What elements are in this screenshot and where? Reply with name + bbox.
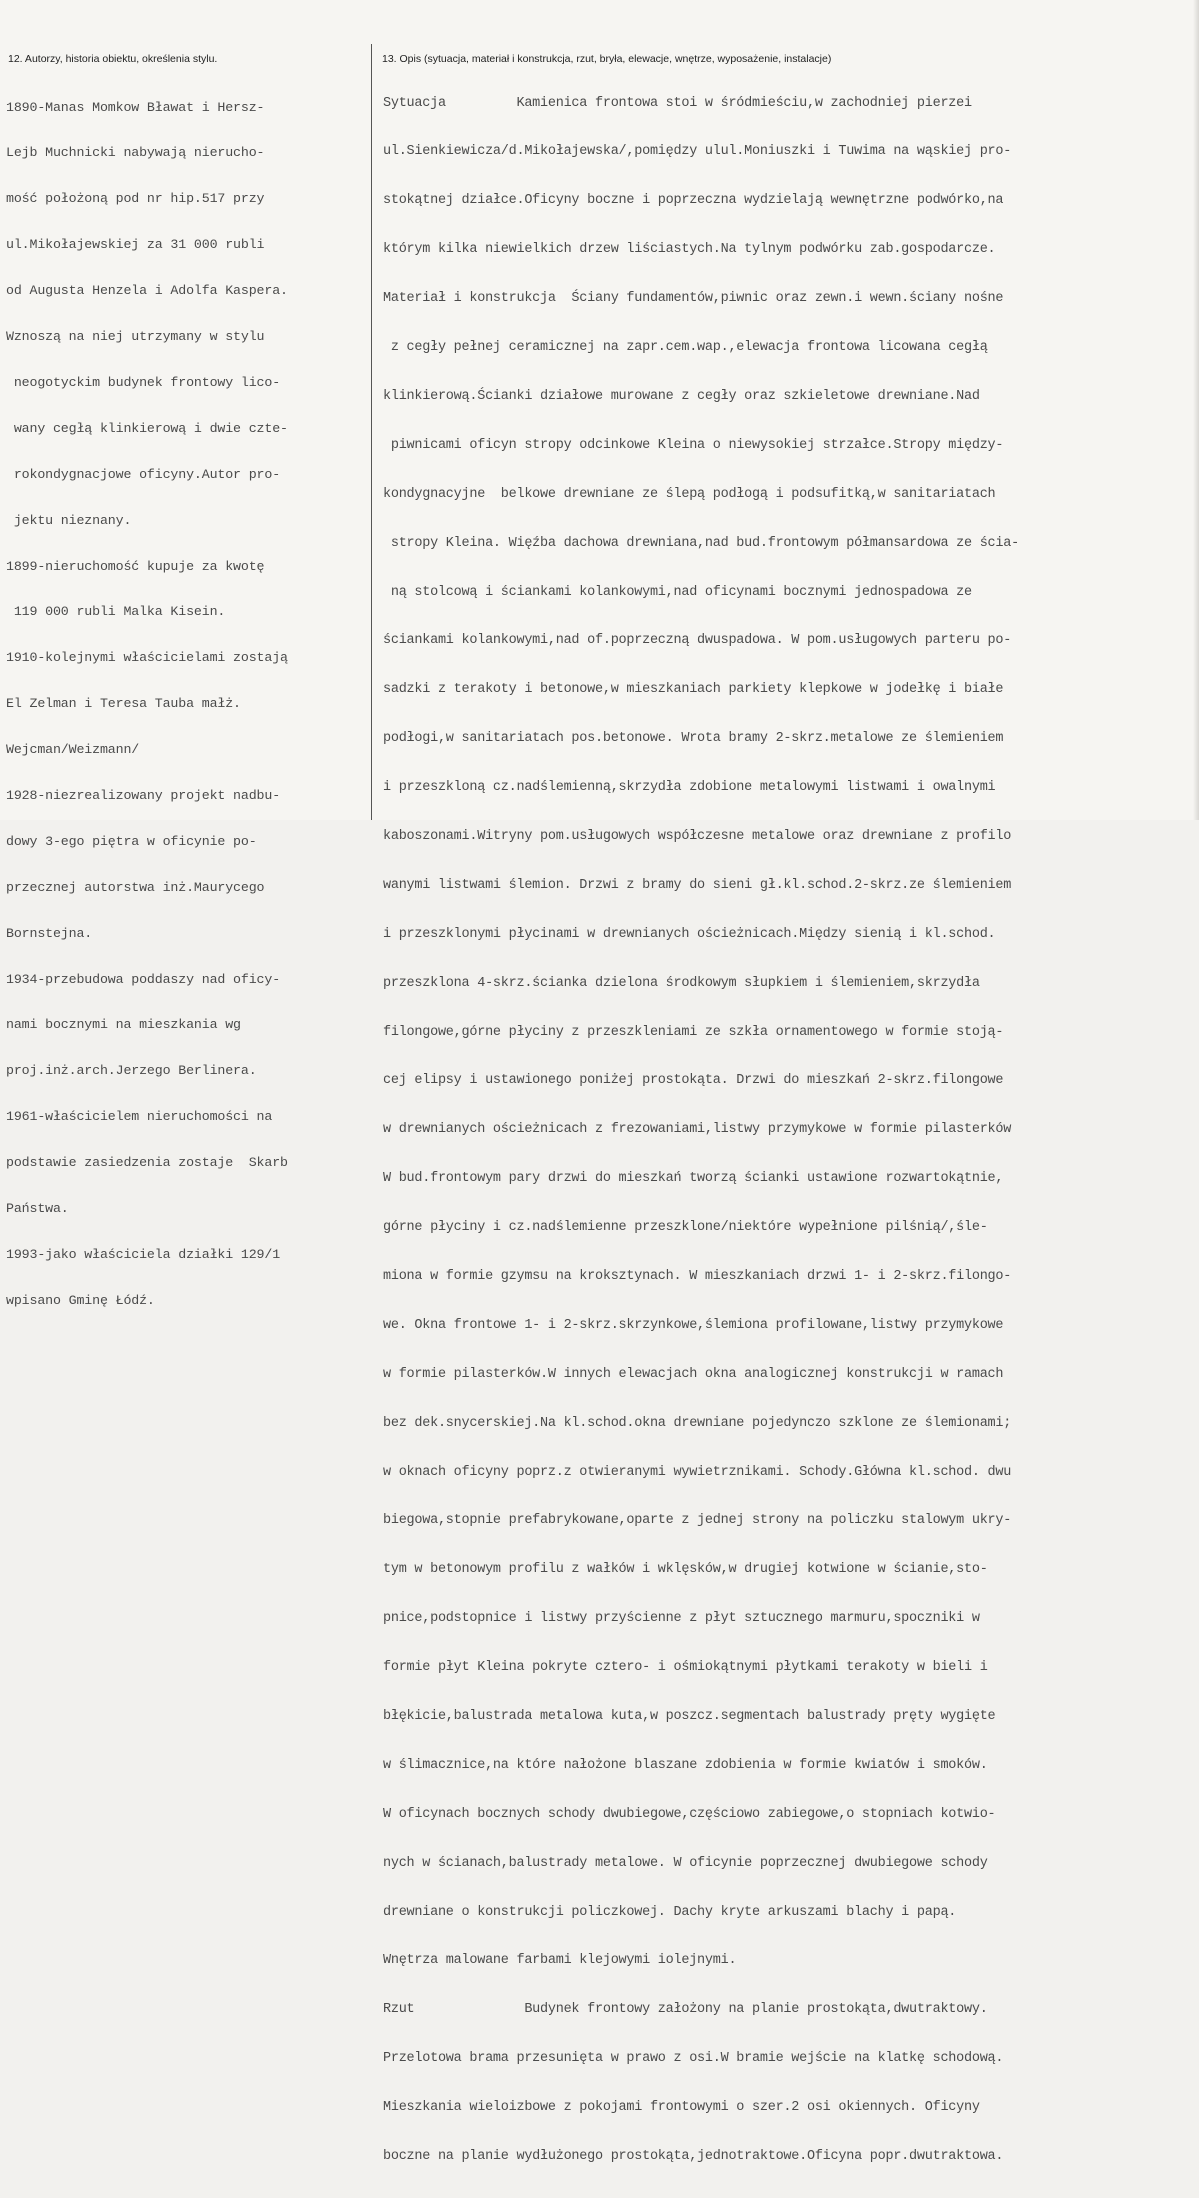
text-line: z cegły pełnej ceramicznej na zapr.cem.wap.,elewacja frontowa licowana cegłą: [383, 340, 988, 356]
text-line: pnice,podstopnice i listwy przyścienne z płyt sztucznego marmuru,spoczniki w: [383, 1611, 980, 1627]
text-line: kaboszonami.Witryny pom.usługowych współczesne metalowe oraz drewniane z profilo: [383, 828, 1012, 844]
text-line: nych w ścianach,balustrady metalowe. W oficynie poprzecznej dwubiegowe schody: [383, 1855, 988, 1871]
text-line: podstawie zasiedzenia zostaje Skarb: [6, 1155, 288, 1171]
text-line: Przelotowa brama przesunięta w prawo z osi.W bramie wejście na klatkę schodową.: [383, 2051, 1004, 2067]
section-12-header: 12. Autorzy, historia obiektu, określenia stylu.: [8, 53, 218, 65]
text-line: przeszklona 4-skrz.ścianka dzielona środkowym słupkiem i ślemieniem,skrzydła: [383, 975, 980, 991]
text-line: kondygnacyjne belkowe drewniane ze ślepą podłogą i podsufitką,w sanitariatach: [383, 486, 996, 502]
text-line: od Augusta Henzela i Adolfa Kaspera.: [6, 283, 288, 299]
text-line: wany cegłą klinkierową i dwie czte-: [6, 420, 288, 436]
text-line: biegowa,stopnie prefabrykowane,oparte z jednej strony na policzku stalowym ukry-: [383, 1513, 1012, 1529]
text-line: Lejb Muchnicki nabywają nierucho-: [6, 145, 265, 161]
text-line: w ślimacznice,na które nałożone blaszane zdobienia w formie kwiatów i smoków.: [383, 1757, 988, 1773]
column-description: [372, 44, 1192, 2164]
text-line: proj.inż.arch.Jerzego Berlinera.: [6, 1063, 257, 1079]
text-line: i przeszkloną cz.nadślemienną,skrzydła zdobione metalowymi listwami i owalnymi: [383, 780, 996, 796]
text-line: 1961-właścicielem nieruchomości na: [6, 1109, 273, 1125]
text-line: w drewnianych ościeżnicach z frezowaniami,listwy przymykowe w formie pilasterków: [383, 1122, 1012, 1138]
text-line: ul.Sienkiewicza/d.Mikołajewska/,pomiędzy ulul.Moniuszki i Tuwima na wąskiej pro-: [383, 144, 1012, 160]
text-line: wanymi listwami ślemion. Drzwi z bramy do sieni gł.kl.schod.2-skrz.ze ślemieniem: [383, 877, 1012, 893]
text-line: cej elipsy i ustawionego poniżej prostokąta. Drzwi do mieszkań 2-skrz.filongowe: [383, 1073, 1004, 1089]
text-line: w formie pilasterków.W innych elewacjach okna analogicznej konstrukcji w ramach: [383, 1366, 1004, 1382]
text-line: ściankami kolankowymi,nad of.poprzeczną dwuspadowa. W pom.usługowych parteru po-: [383, 633, 1012, 649]
text-line: w oknach oficyny poprz.z otwieranymi wywietrznikami. Schody.Główna kl.schod. dwu: [383, 1464, 1012, 1480]
text-line: dowy 3-ego piętra w oficynie po-: [6, 833, 257, 849]
text-line: Bornstejna.: [6, 925, 93, 941]
text-line: Materiał i konstrukcja Ściany fundamentów,piwnic oraz zewn.i wewn.ściany nośne: [383, 291, 1004, 307]
text-line: W bud.frontowym pary drzwi do mieszkań tworzą ścianki ustawione rozwartokątnie,: [383, 1171, 1004, 1187]
text-line: filongowe,górne płyciny z przeszkleniami ze szkła ornamentowego w formie stoją-: [383, 1024, 1004, 1040]
text-line: 1899-nieruchomość kupuje za kwotę: [6, 558, 265, 574]
text-line: sadzki z terakoty i betonowe,w mieszkaniach parkiety klepkowe w jodełkę i białe: [383, 682, 1004, 698]
text-line: mość położoną pod nr hip.517 przy: [6, 191, 265, 207]
text-line: 1934-przebudowa poddaszy nad oficy-: [6, 971, 281, 987]
text-line: Mieszkania wieloizbowe z pokojami frontowymi o szer.2 osi okiennych. Oficyny: [383, 2100, 980, 2116]
column-authors-history: [0, 44, 372, 1308]
text-line: błękicie,balustrada metalowa kuta,w poszcz.segmentach balustrady pręty wygięte: [383, 1708, 996, 1724]
text-line: Wejcman/Weizmann/: [6, 742, 140, 758]
text-line: którym kilka niewielkich drzew liściastych.Na tylnym podwórku zab.gospodarcze.: [383, 242, 996, 258]
text-line: boczne na planie wydłużonego prostokąta,jednotraktowe.Oficyna popr.dwutraktowa.: [383, 2149, 1004, 2164]
section-13-text: [383, 63, 1019, 2198]
section-13-header: 13. Opis (sytuacja, materiał i konstrukcja, rzut, bryła, elewacje, wnętrze, wyposażenie, instalacje): [382, 53, 832, 65]
text-line: klinkierową.Ścianki działowe murowane z cegły oraz szkieletowe drewniane.Nad: [383, 388, 980, 404]
text-line: Sytuacja Kamienica frontowa stoi w śródmieściu,w zachodniej pierzei: [383, 95, 972, 111]
text-line: El Zelman i Teresa Tauba małż.: [6, 696, 241, 712]
text-line: drewniane o konstrukcji policzkowej. Dachy kryte arkuszami blachy i papą.: [383, 1904, 957, 1920]
text-line: Państwa.: [6, 1200, 69, 1216]
text-line: Wznoszą na niej utrzymany w stylu: [6, 329, 265, 345]
text-line: stropy Kleina. Więźba dachowa drewniana,nad bud.frontowym półmansardowa ze ścia-: [383, 535, 1019, 551]
text-line: bez dek.snycerskiej.Na kl.schod.okna drewniane pojedynczo szklone ze ślemionami;: [383, 1415, 1012, 1431]
text-line: górne płyciny i cz.nadślemienne przeszklone/niektóre wypełnione pilśnią/,śle-: [383, 1220, 988, 1236]
text-line: jektu nieznany.: [6, 512, 132, 528]
text-line: neogotyckim budynek frontowy lico-: [6, 374, 281, 390]
text-line: 119 000 rubli Malka Kisein.: [6, 604, 226, 620]
text-line: Wnętrza malowane farbami klejowymi iolejnymi.: [383, 1953, 737, 1969]
text-line: nami bocznymi na mieszkania wg: [6, 1017, 241, 1033]
text-line: 1993-jako właściciela działki 129/1: [6, 1246, 281, 1262]
text-line: 1890-Manas Momkow Bławat i Hersz-: [6, 99, 265, 115]
text-line: rokondygnacjowe oficyny.Autor pro-: [6, 466, 281, 482]
text-line: W oficynach bocznych schody dwubiegowe,częściowo zabiegowe,o stopniach kotwio-: [383, 1806, 996, 1822]
text-line: we. Okna frontowe 1- i 2-skrz.skrzynkowe,ślemiona profilowane,listwy przymykowe: [383, 1317, 1004, 1333]
text-line: wpisano Gminę Łódź.: [6, 1292, 155, 1308]
text-line: stokątnej działce.Oficyny boczne i poprzeczna wydzielają wewnętrzne podwórko,na: [383, 193, 1004, 209]
text-line: i przeszklonymi płycinami w drewnianych ościeżnicach.Między sienią i kl.schod.: [383, 926, 996, 942]
text-line: piwnicami oficyn stropy odcinkowe Kleina o niewysokiej strzałce.Stropy między-: [383, 437, 1004, 453]
page-edge-shadow: [1193, 0, 1199, 820]
text-line: przecznej autorstwa inż.Maurycego: [6, 879, 265, 895]
text-line: tym w betonowym profilu z wałków i wklęsków,w drugiej kotwione w ścianie,sto-: [383, 1562, 988, 1578]
section-12-text: [6, 69, 288, 1339]
text-line: Rzut Budynek frontowy założony na planie prostokąta,dwutraktowy.: [383, 2002, 988, 2018]
text-line: 1928-niezrealizowany projekt nadbu-: [6, 787, 281, 803]
text-line: ną stolcową i ściankami kolankowymi,nad oficynami bocznymi jednospadowa ze: [383, 584, 972, 600]
text-line: 1910-kolejnymi właścicielami zostają: [6, 650, 288, 666]
text-line: miona w formie gzymsu na kroksztynach. W mieszkaniach drzwi 1- i 2-skrz.filongo-: [383, 1268, 1012, 1284]
text-line: podłogi,w sanitariatach pos.betonowe. Wrota bramy 2-skrz.metalowe ze ślemieniem: [383, 731, 1004, 747]
text-line: formie płyt Kleina pokryte cztero- i ośmiokątnymi płytkami terakoty w bieli i: [383, 1660, 988, 1676]
text-line: ul.Mikołajewskiej za 31 000 rubli: [6, 237, 265, 253]
